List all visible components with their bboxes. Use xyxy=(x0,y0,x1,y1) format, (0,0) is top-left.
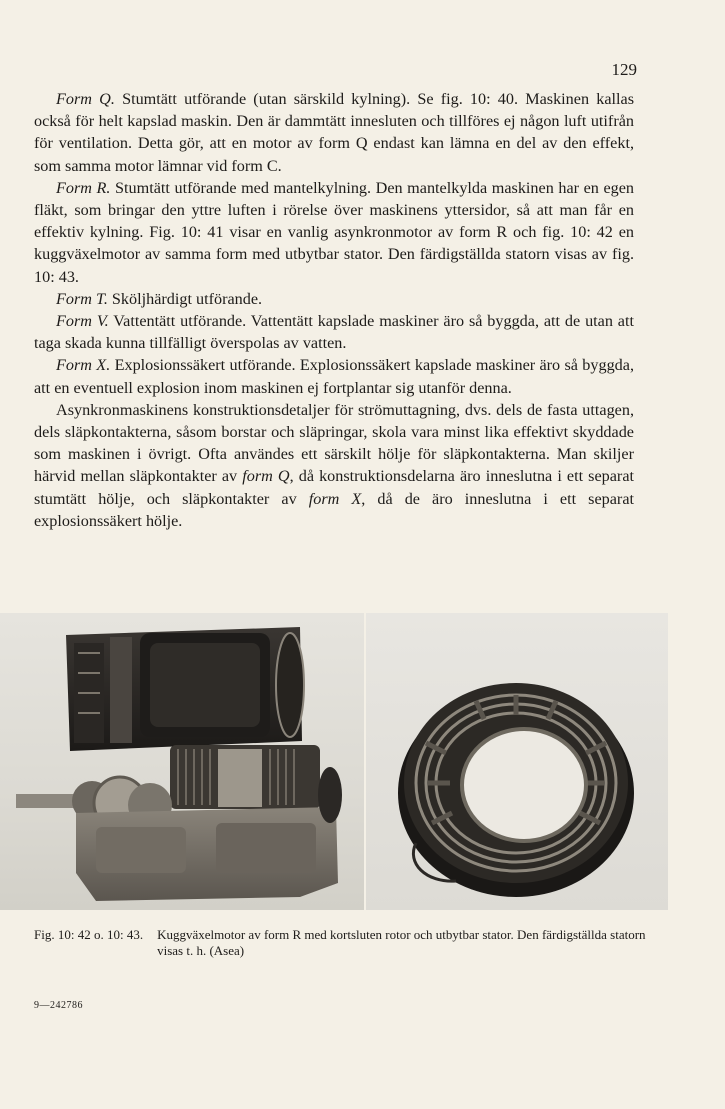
paragraph-slip-contacts xyxy=(34,399,634,532)
paragraph-form-q xyxy=(34,88,634,177)
signature-mark: 9—242786 xyxy=(34,1000,83,1011)
caption-text: Kuggväxelmotor av form R med kortsluten rotor och utbytbar stator. Den färdigställda statorn visas t. h. (Asea) xyxy=(157,927,646,958)
paragraph-text: Explosionssäkert utförande. Explosionssäkert kapslade maskiner äro så byggda, att en eventuell explosion inom maskinen ej fortplantar sig utanför denna. xyxy=(34,356,634,397)
paragraph-text: , då de äro inneslutna i ett separat explosionssäkert hölje. xyxy=(34,489,634,530)
paragraph-text: , då konstruktionsdelarna äro inneslutna i ett separat stumtätt hölje, och släpkontakter av xyxy=(34,467,634,508)
paragraph-form-r xyxy=(34,177,634,288)
paragraph-emphasis: form X xyxy=(308,489,362,508)
paragraph-form-x xyxy=(34,354,634,398)
paragraph-text: Stumtätt utförande med mantelkylning. Den mantelkylda maskinen har en egen fläkt, som bringar den yttre luften i rörelse över maskinens yttersidor, så att man får en effektiv kylning. Fig. 10: 41 visar en vanlig asynkronmotor av form R och fig. 10: 42 en kuggväxelmotor av samma form med utbytbar stator. Den färdigställda statorn visas av fig. 10: 43. xyxy=(34,178,635,286)
paragraph-emphasis: form Q xyxy=(242,467,290,486)
caption-label: Fig. 10: 42 o. 10: 43. xyxy=(34,927,144,942)
page-number: 129 xyxy=(611,60,637,79)
photo-stator xyxy=(366,613,668,910)
paragraph-form-v xyxy=(34,310,634,354)
paragraph-lead: Form R. xyxy=(56,178,111,197)
paragraph-text: Asynkronmaskinens konstruktionsdetaljer för strömuttagning, dvs. dels de fasta uttagen, dels släpkontakterna, såsom borstar och släpringar, skola vara minst lika effektivt skyddade som maskinen i övrigt. Ofta användes ett särskilt hölje för släpkontakterna. Man skiljer härvid mellan släpkontakter av xyxy=(34,400,634,486)
paragraph-text: Stumtätt utförande (utan särskild kylning). Se fig. 10: 40. Maskinen kallas också för helt kapslad maskin. Den är dammtätt innesluten och tillföres ej någon luft utifrån för ventilation. Detta gör, att en motor av form Q endast kan lämna en del av den effekt, som samma motor lämnar vid form C. xyxy=(34,90,634,175)
photo-gear-motor xyxy=(0,613,364,910)
paragraph-text: Sköljhärdigt utförande. xyxy=(107,289,263,308)
figure-caption xyxy=(34,927,654,959)
paragraph-lead: Form V. xyxy=(56,312,109,331)
body-text xyxy=(34,88,634,532)
paragraph-text: Vattentätt utförande. Vattentätt kapslade maskiner äro så byggda, att de utan att taga skada kunna tillfälligt överspolas av vatten. xyxy=(34,312,634,353)
paragraph-lead: Form X. xyxy=(56,356,111,375)
paragraph-form-t xyxy=(34,288,634,310)
paragraph-lead: Form T. xyxy=(56,289,108,308)
paragraph-lead: Form Q. xyxy=(56,90,115,108)
